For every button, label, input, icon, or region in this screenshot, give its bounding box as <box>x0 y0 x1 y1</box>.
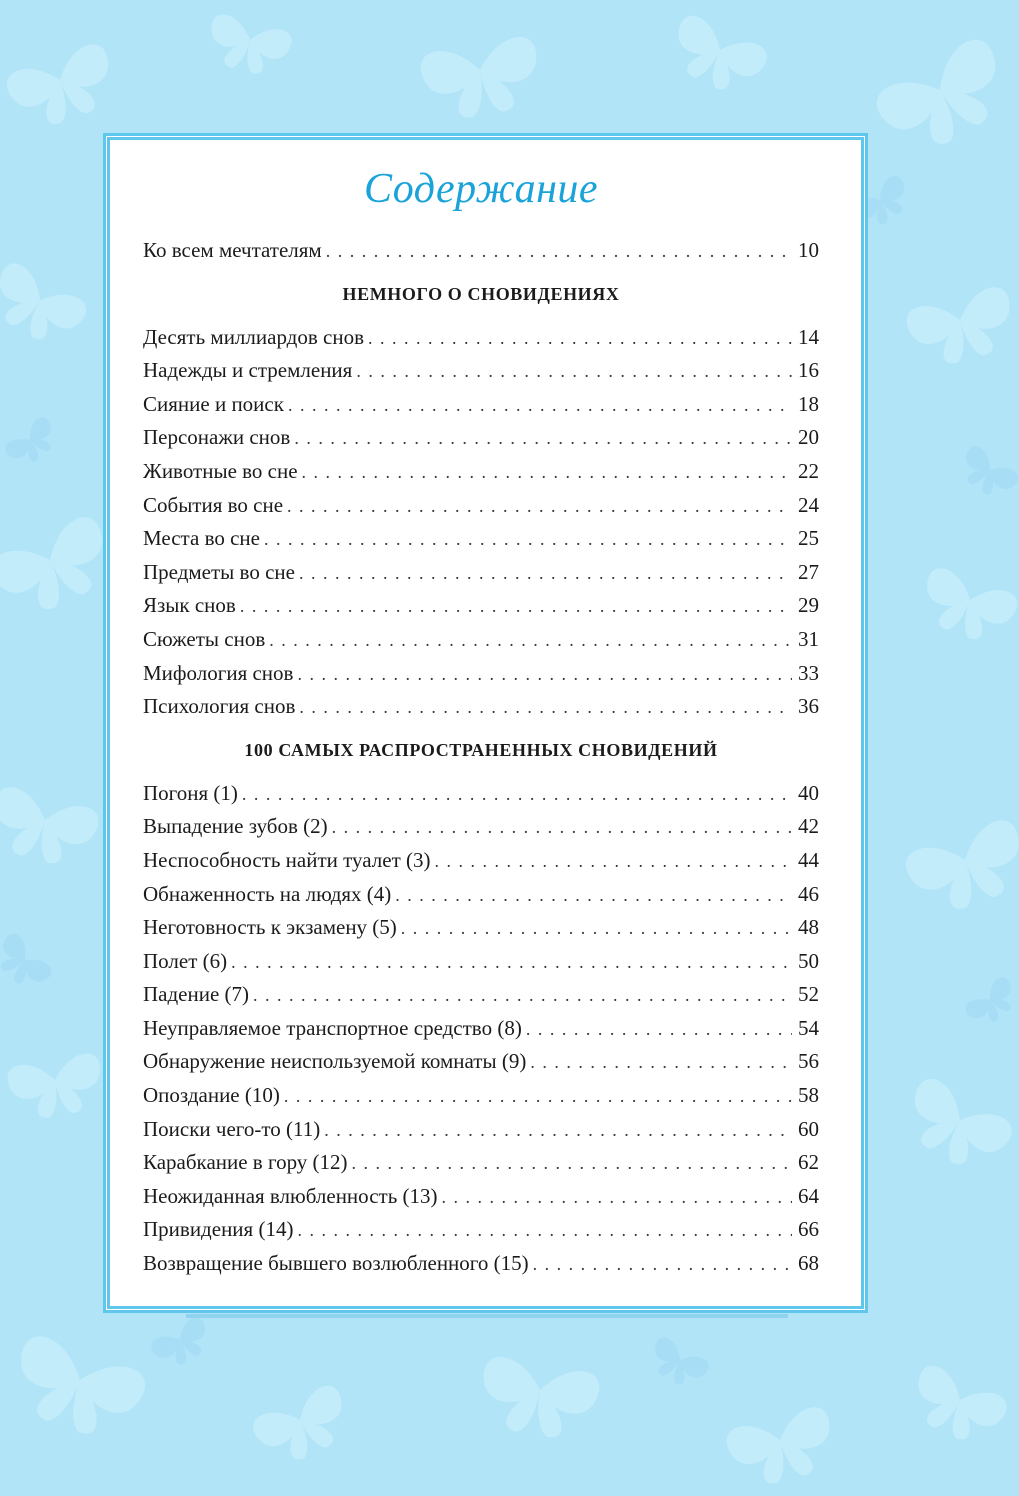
toc-entry-page: 22 <box>798 458 819 483</box>
toc-entry <box>143 623 819 657</box>
section-heading: 100 САМЫХ РАСПРОСТРАНЕННЫХ СНОВИДЕНИЙ <box>244 739 718 760</box>
toc-entry <box>143 1113 819 1147</box>
toc-entry-page: 66 <box>798 1217 819 1242</box>
toc-entry <box>143 388 819 422</box>
toc-entry-label: Сюжеты снов <box>143 626 266 651</box>
toc-entry <box>143 321 819 355</box>
toc-entry <box>143 690 819 724</box>
toc-entry-page: 48 <box>798 915 819 940</box>
toc-leader-dots <box>299 557 792 590</box>
toc-entry <box>143 1180 819 1214</box>
toc-entry-page: 20 <box>798 425 819 450</box>
toc-entry-label: Сияние и поиск <box>143 391 284 416</box>
toc-entry-page: 60 <box>798 1116 819 1141</box>
toc-entry-page: 31 <box>798 626 819 651</box>
toc-entry-label: Десять миллиардов снов <box>143 324 365 349</box>
toc-entry-label: Животные во сне <box>143 458 298 483</box>
toc-leader-dots <box>302 456 792 489</box>
toc-entry-page: 46 <box>798 881 819 906</box>
toc-entry-label: Опоздание (10) <box>143 1083 280 1108</box>
page-title: Содержание <box>363 166 599 212</box>
toc-entry-page: 24 <box>798 492 819 517</box>
toc-leader-dots <box>526 1013 792 1046</box>
toc-entry <box>143 354 819 388</box>
toc-entry-label: Персонажи снов <box>143 425 291 450</box>
toc-leader-dots <box>297 658 792 691</box>
toc-entry-label: Язык снов <box>143 593 236 618</box>
section-heading: НЕМНОГО О СНОВИДЕНИЯХ <box>342 283 620 304</box>
toc-leader-dots <box>395 879 792 912</box>
toc-sections <box>143 268 819 1281</box>
toc-entry-label: Поиски чего-то (11) <box>143 1116 321 1141</box>
toc-entry-label: Места во сне <box>143 526 260 551</box>
toc-leader-dots <box>284 1080 792 1113</box>
toc-entry <box>143 1045 819 1079</box>
toc-entry-label: Выпадение зубов (2) <box>143 814 328 839</box>
toc-entry-page: 40 <box>798 780 819 805</box>
toc-entry-page: 54 <box>798 1015 819 1040</box>
toc-leader-dots <box>299 691 792 724</box>
toc-entry-label: Мифология снов <box>143 660 294 685</box>
toc-entry <box>143 489 819 523</box>
toc-leader-dots <box>442 1181 792 1214</box>
toc-entry-page: 29 <box>798 593 819 618</box>
toc-entry-label: Погоня (1) <box>143 780 238 805</box>
toc-entry-label: Обнаружение неиспользуемой комнаты (9) <box>143 1049 527 1074</box>
toc-entry-page: 27 <box>798 559 819 584</box>
toc-entry <box>143 911 819 945</box>
toc-entry-label: Ко всем мечтателям <box>143 238 322 262</box>
toc-entry-label: Неуправляемое транспортное средство (8) <box>143 1015 522 1040</box>
toc-entry-page: 68 <box>798 1251 819 1276</box>
toc-entry-page: 14 <box>798 324 819 349</box>
toc-entry <box>143 810 819 844</box>
toc-leader-dots <box>533 1248 792 1281</box>
toc-entry <box>143 878 819 912</box>
toc-entry <box>143 1247 819 1281</box>
toc-leader-dots <box>231 946 792 979</box>
toc-leader-dots <box>435 845 793 878</box>
toc-entry <box>143 1012 819 1046</box>
toc-entry-label: Неспособность найти туалет (3) <box>143 847 431 872</box>
toc-entry-label: Обнаженность на людях (4) <box>143 881 392 906</box>
toc-entry <box>143 657 819 691</box>
toc-entry-page: 16 <box>798 358 819 383</box>
toc-entry-page: 10 <box>798 238 819 262</box>
toc-entry <box>143 1079 819 1113</box>
toc-entry <box>143 421 819 455</box>
toc-entry-page: 52 <box>798 982 819 1007</box>
toc-entry-label: Надежды и стремления <box>143 358 353 383</box>
toc-leader-dots <box>253 979 792 1012</box>
toc-entry <box>143 1146 819 1180</box>
toc-entry-page: 25 <box>798 526 819 551</box>
toc-entry-label: События во сне <box>143 492 284 517</box>
toc-entry-label: Падение (7) <box>143 982 250 1007</box>
toc-entry <box>143 978 819 1012</box>
toc-entry <box>143 589 819 623</box>
toc-leader-dots <box>287 490 792 523</box>
toc-entry-page: 56 <box>798 1049 819 1074</box>
frame-bottom-shadow <box>186 1314 788 1318</box>
toc-entry-label: Привидения (14) <box>143 1217 294 1242</box>
toc-entry-page: 33 <box>798 660 819 685</box>
toc-entry-label: Неожиданная влюбленность (13) <box>143 1183 438 1208</box>
toc-leader-dots <box>332 811 792 844</box>
toc-leader-dots <box>530 1046 792 1079</box>
toc-leader-dots <box>240 590 792 623</box>
toc-entry-label: Карабкание в гору (12) <box>143 1150 348 1175</box>
toc-entry-page: 50 <box>798 948 819 973</box>
toc-leader-dots <box>401 912 792 945</box>
toc-leader-dots <box>368 322 792 355</box>
toc-entry-page: 58 <box>798 1083 819 1108</box>
toc-entry-page: 18 <box>798 391 819 416</box>
toc-entry-page: 44 <box>798 847 819 872</box>
toc-entry <box>143 1213 819 1247</box>
toc-leader-dots <box>269 624 792 657</box>
toc-leader-dots <box>352 1147 792 1180</box>
toc-entry-label: Психология снов <box>143 694 296 719</box>
toc-leader-dots <box>288 389 792 422</box>
toc-entry <box>143 556 819 590</box>
table-of-contents <box>143 158 819 1281</box>
toc-entry <box>143 234 819 268</box>
toc-entry-page: 62 <box>798 1150 819 1175</box>
toc-entry-page: 42 <box>798 814 819 839</box>
toc-entry <box>143 777 819 811</box>
toc-leader-dots <box>297 1214 792 1247</box>
toc-leader-dots <box>324 1114 792 1147</box>
toc-leader-dots <box>356 355 792 388</box>
toc-entry-page: 64 <box>798 1183 819 1208</box>
toc-entry <box>143 945 819 979</box>
toc-entry <box>143 455 819 489</box>
toc-entry-label: Полет (6) <box>143 948 228 973</box>
toc-entry-page: 36 <box>798 694 819 719</box>
toc-leader-dots <box>326 235 792 268</box>
toc-leader-dots <box>294 422 792 455</box>
toc-entry-label: Возвращение бывшего возлюбленного (15) <box>143 1251 529 1276</box>
toc-entry-label: Неготовность к экзамену (5) <box>143 915 397 940</box>
toc-entry <box>143 522 819 556</box>
toc-leader-dots <box>264 523 792 556</box>
toc-leader-dots <box>242 778 792 811</box>
toc-entry-label: Предметы во сне <box>143 559 295 584</box>
toc-entry <box>143 844 819 878</box>
